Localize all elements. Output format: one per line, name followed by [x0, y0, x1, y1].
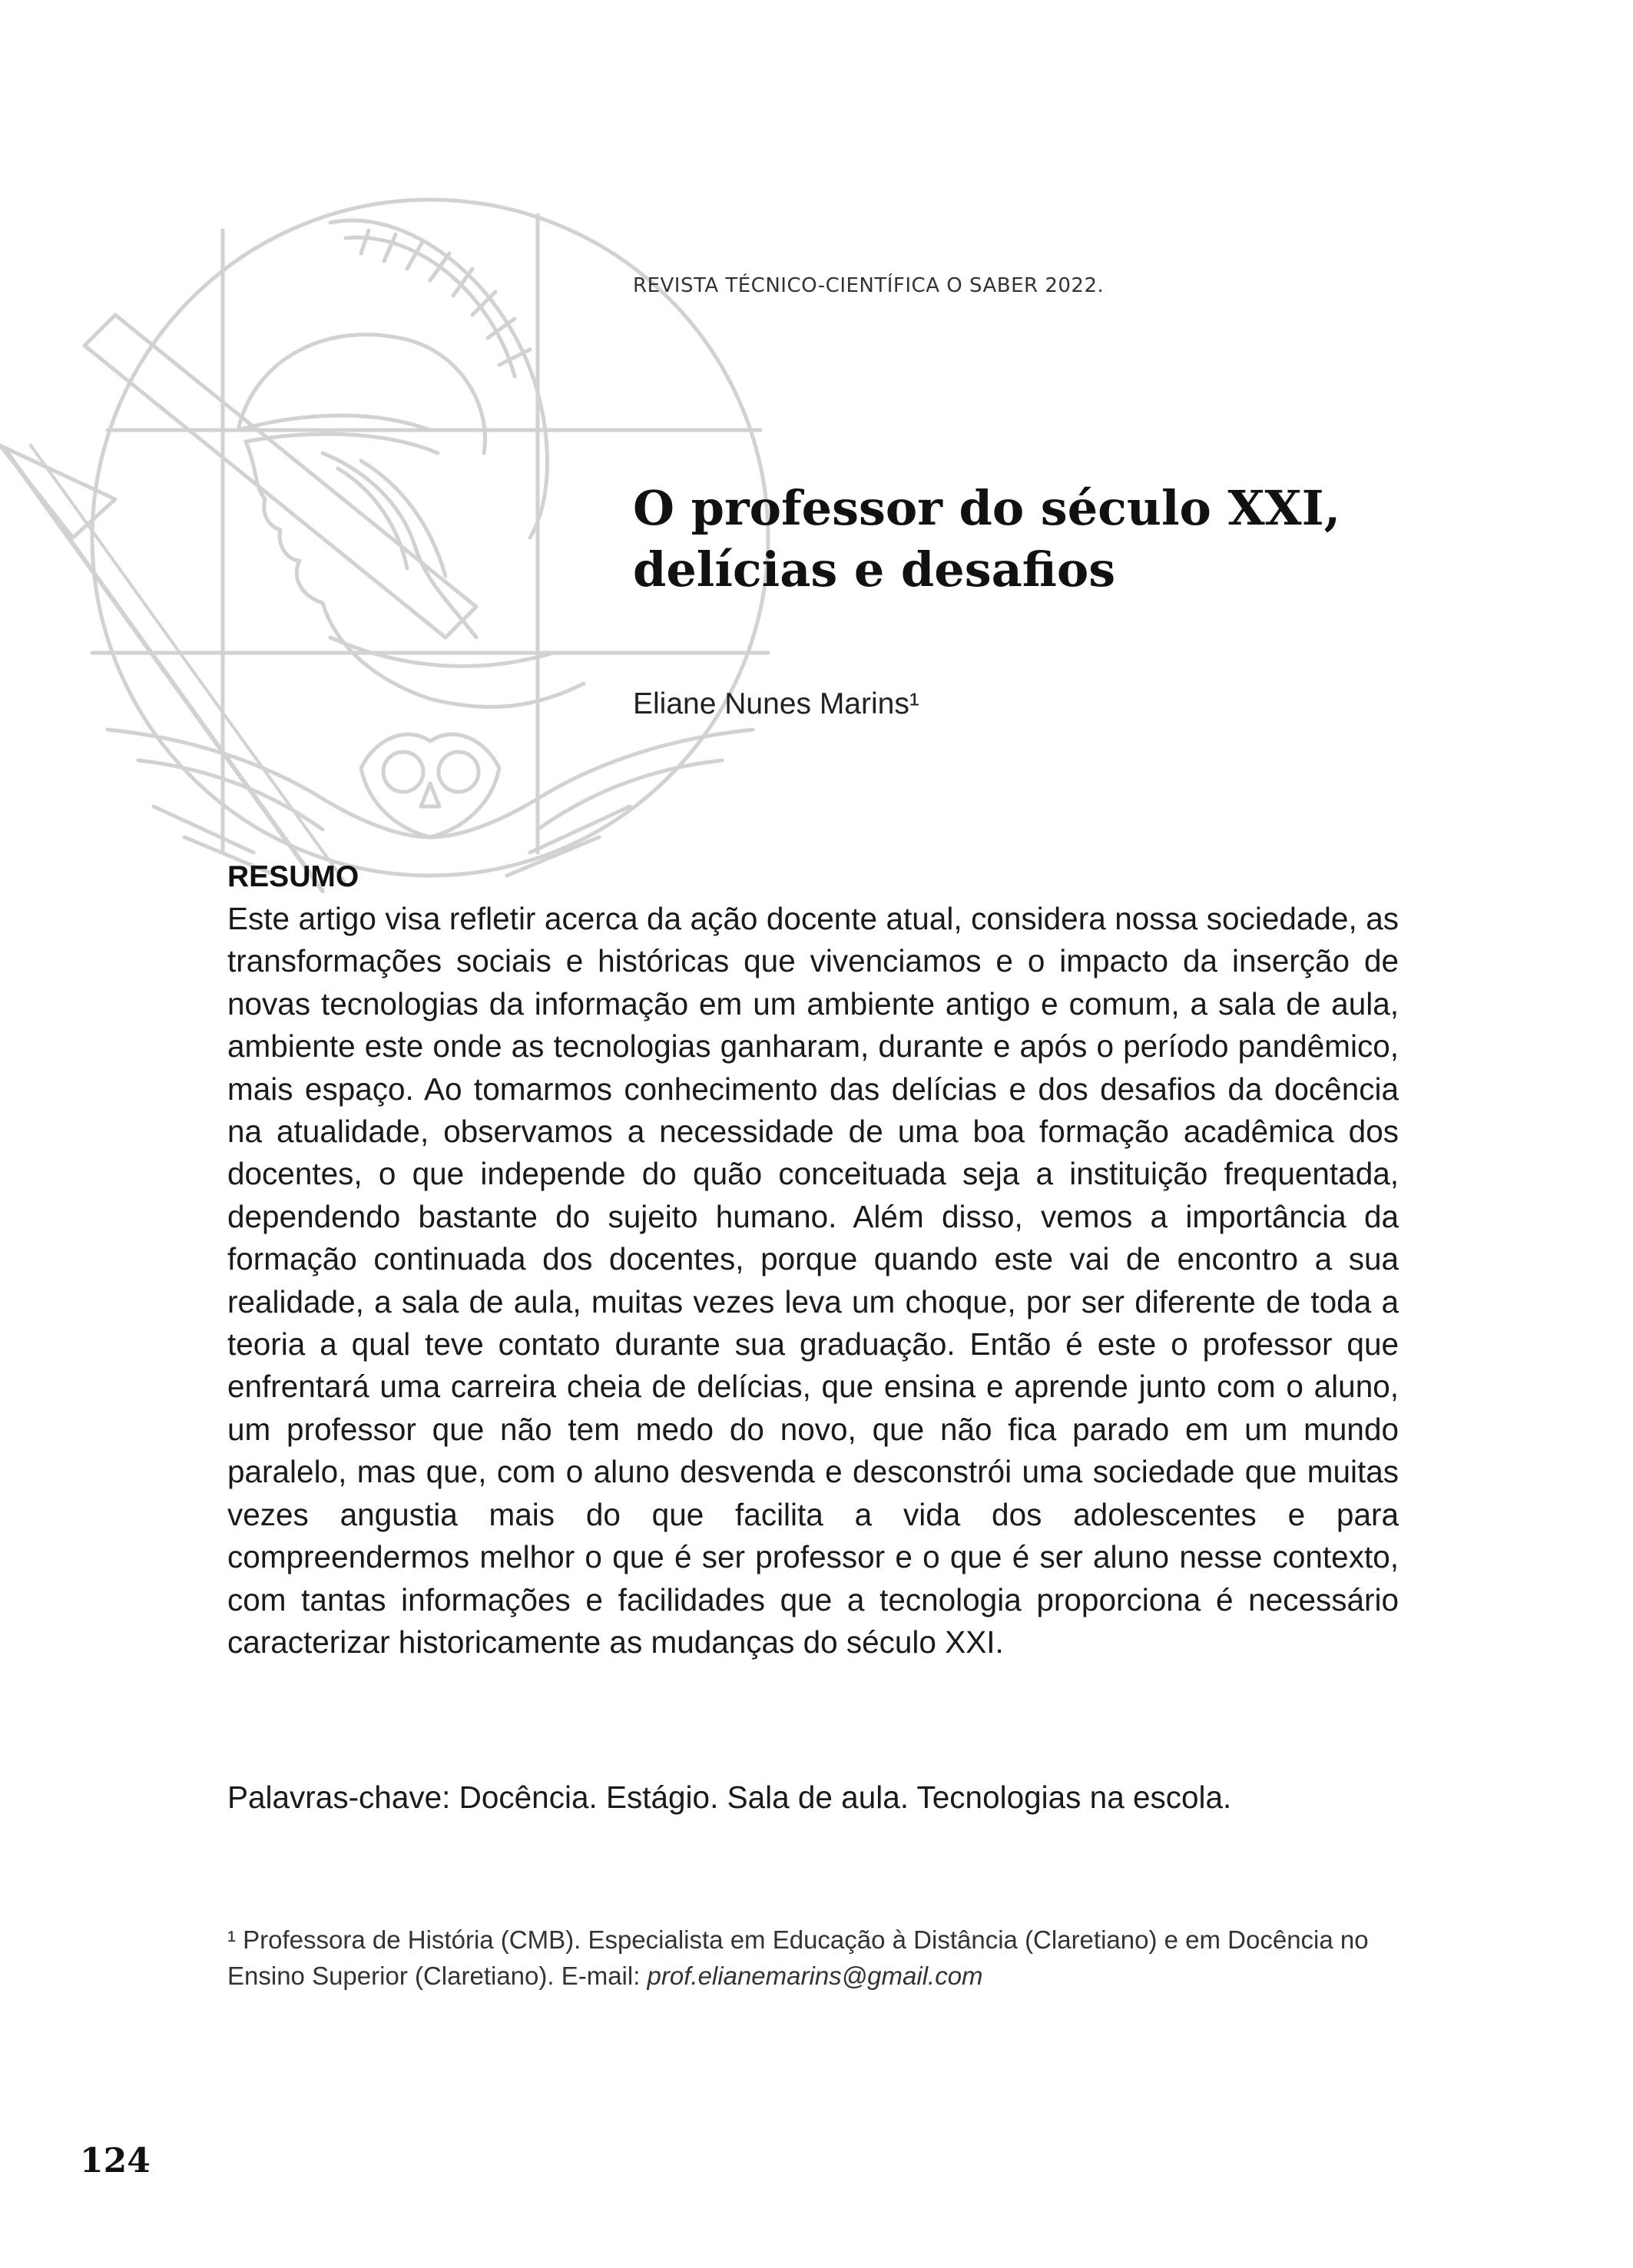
page-number: 124 [80, 2141, 151, 2180]
footnote-email: prof.elianemarins@gmail.com [647, 1962, 983, 1990]
article-title [633, 478, 1516, 601]
abstract-body: Este artigo visa refletir acerca da ação docente atual, considera nossa sociedade, as transformações sociais e históricas que vivenciamos e o impacto da inserção de novas tecnologias da informação em um ambiente antigo e comum, a sala de aula, ambiente este onde as tecnologias ganharam, durante e após o período pandêmico, mais espaço. Ao tomarmos conhecimento das delícias e dos desafios da docência na atualidade, observamos a necessidade de uma boa formação acadêmica dos docentes, o que independe do quão conceituada seja a instituição frequentada, dependendo bastante do sujeito humano. Além disso, vemos a importância da formação continuada dos docentes, porque quando este vai de encontro a sua realidade, a sala de aula, muitas vezes leva um choque, por ser diferente de toda a teoria a qual teve contato durante sua graduação. Então é este o professor que enfrentará uma carreira cheia de delícias, que ensina e aprende junto com o aluno, um professor que não tem medo do novo, que não fica parado em um mundo paralelo, mas que, com o aluno desvenda e desconstrói uma sociedade que muitas vezes angustia mais do que facilita a vida dos adolescentes e para compreendermos melhor o que é ser professor e o que é ser aluno nesse contexto, com tantas informações e facilidades que a tecnologia proporciona é necessário caracterizar historicamente as mudanças do século XXI. [227, 901, 1399, 1660]
abstract-heading: RESUMO [227, 860, 359, 893]
article-title-line-1: O professor do século XXI, [633, 480, 1341, 536]
footnote-text: ¹ Professora de História (CMB). Especialista em Educação à Distância (Claretiano) e em Docência no Ensino Superior (Claretiano). E-mail: [227, 1925, 1369, 1990]
footnote [227, 1922, 1380, 1994]
journal-header: REVISTA TÉCNICO-CIENTÍFICA O SABER 2022. [633, 274, 1105, 297]
keywords: Palavras-chave: Docência. Estágio. Sala de aula. Tecnologias na escola. [227, 1780, 1232, 1815]
article-title-line-2: delícias e desafios [633, 541, 1116, 598]
author-name: Eliane Nunes Marins¹ [633, 687, 919, 720]
